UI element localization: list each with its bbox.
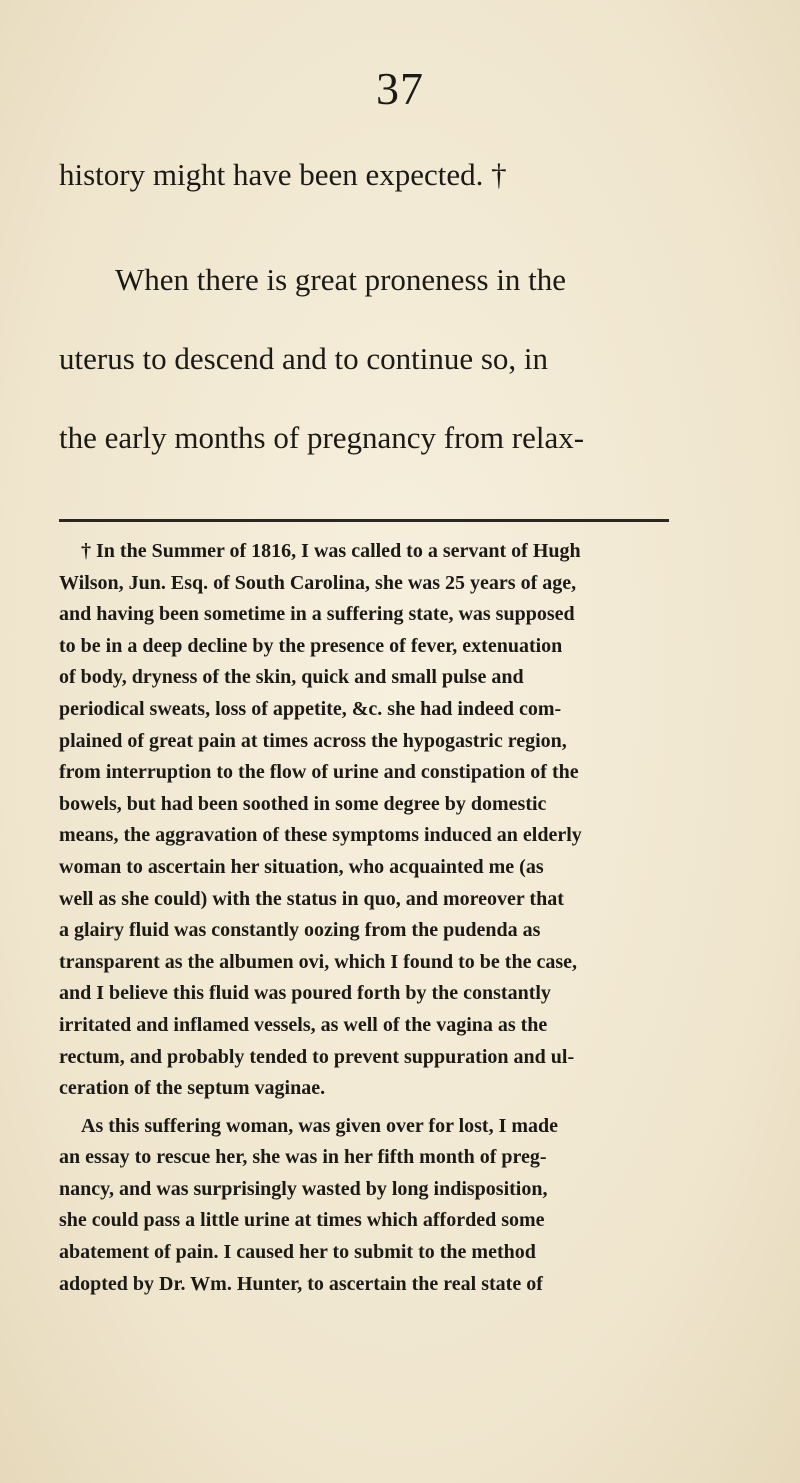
main-paragraph-line: When there is great proneness in the: [115, 262, 567, 297]
footnote-line: to be in a deep decline by the presence of fever, extenuation: [59, 634, 563, 657]
footnote-line: nancy, and was surprisingly wasted by long indisposition,: [59, 1177, 548, 1200]
footnote-line: woman to ascertain her situation, who acquainted me (as: [59, 855, 544, 878]
footnote-line: bowels, but had been soothed in some degree by domestic: [59, 792, 547, 815]
footnote: [59, 536, 669, 1300]
footnote-line: irritated and inflamed vessels, as well of the vagina as the: [59, 1013, 548, 1036]
footnote-line: adopted by Dr. Wm. Hunter, to ascertain the real state of: [59, 1272, 543, 1295]
footnote-line: means, the aggravation of these symptoms induced an elderly: [59, 824, 582, 847]
footnote-line: Wilson, Jun. Esq. of South Carolina, she was 25 years of age,: [59, 571, 577, 594]
footnote-line: rectum, and probably tended to prevent suppuration and ul-: [59, 1045, 575, 1068]
main-text-line-1: history might have been expected. †: [59, 157, 507, 192]
footnote-divider: [59, 519, 669, 522]
page-number: 37: [376, 63, 424, 114]
footnote-line: abatement of pain. I caused her to submit to the method: [59, 1241, 536, 1264]
footnote-line: plained of great pain at times across the hypogastric region,: [59, 729, 567, 752]
footnote-line: well as she could) with the status in quo, and moreover that: [59, 887, 564, 910]
footnote-line: from interruption to the flow of urine and constipation of the: [59, 761, 579, 784]
footnote-line: she could pass a little urine at times which afforded some: [59, 1209, 545, 1232]
footnote-line: and having been sometime in a suffering state, was supposed: [59, 603, 575, 626]
footnote-line: As this suffering woman, was given over for lost, I made: [81, 1114, 559, 1137]
footnote-line: † In the Summer of 1816, I was called to a servant of Hugh: [81, 540, 581, 562]
main-paragraph-line: uterus to descend and to continue so, in: [59, 341, 549, 376]
footnote-line: and I believe this fluid was poured forth by the constantly: [59, 982, 551, 1005]
footnote-line: periodical sweats, loss of appetite, &c. she had indeed com-: [59, 697, 562, 720]
main-paragraph: [59, 240, 659, 477]
main-paragraph-line: the early months of pregnancy from relax-: [59, 420, 585, 455]
footnote-line: of body, dryness of the skin, quick and small pulse and: [59, 666, 524, 689]
footnote-line: ceration of the septum vaginae.: [59, 1077, 326, 1100]
footnote-line: transparent as the albumen ovi, which I found to be the case,: [59, 950, 577, 973]
footnote-line: a glairy fluid was constantly oozing from the pudenda as: [59, 919, 541, 942]
footnote-line: an essay to rescue her, she was in her fifth month of preg-: [59, 1146, 547, 1169]
